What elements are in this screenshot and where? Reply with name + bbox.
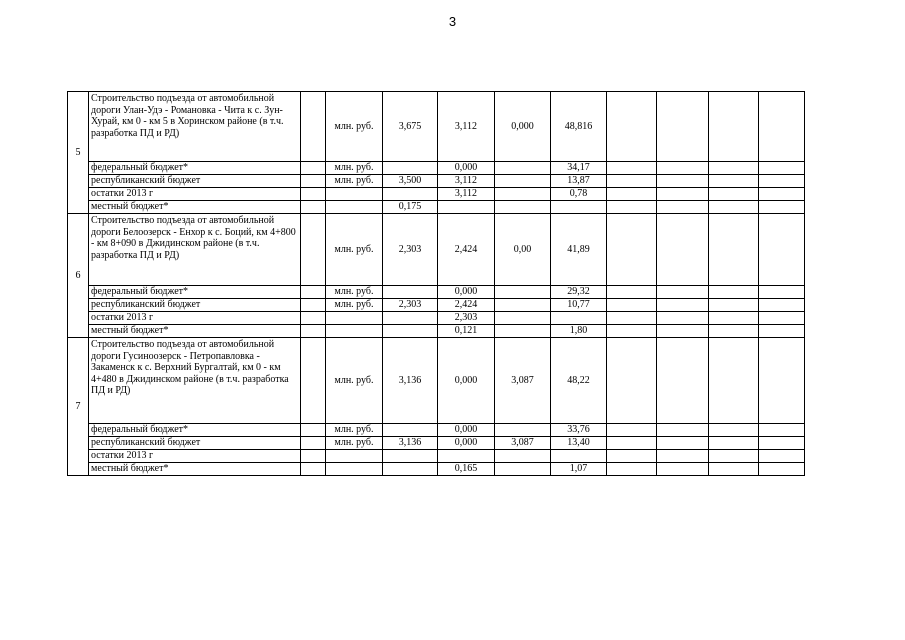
empty-cell (759, 424, 805, 437)
empty-cell (607, 201, 657, 214)
value-cell: 10,77 (551, 299, 607, 312)
empty-cell (759, 325, 805, 338)
funding-source-name: республиканский бюджет (89, 299, 301, 312)
empty-cell (709, 92, 759, 162)
empty-cell (301, 299, 326, 312)
funding-source-row (68, 450, 850, 463)
value-cell (438, 450, 495, 463)
empty-cell (607, 338, 657, 424)
empty-cell (709, 437, 759, 450)
empty-cell (607, 286, 657, 299)
value-cell (495, 201, 551, 214)
value-cell: 34,17 (551, 162, 607, 175)
value-cell (495, 424, 551, 437)
funding-source-name: местный бюджет* (89, 463, 301, 476)
value-cell: 48,22 (551, 338, 607, 424)
empty-cell (759, 299, 805, 312)
empty-cell (759, 286, 805, 299)
unit-cell: млн. руб. (326, 92, 383, 162)
empty-cell (709, 188, 759, 201)
empty-cell (759, 92, 805, 162)
empty-cell (709, 299, 759, 312)
funding-source-row (68, 312, 850, 325)
value-cell: 0,165 (438, 463, 495, 476)
project-name: Строительство подъезда от автомобильной дороги Гусиноозерск - Петропавловка - Закаменск к с. Верхний Бургалтай, км 0 - км 4+480 в Джидинском районе (в т.ч. разработка ПД и РД) (89, 338, 301, 424)
value-cell (551, 312, 607, 325)
value-cell: 13,87 (551, 175, 607, 188)
empty-cell (657, 450, 709, 463)
empty-cell (301, 286, 326, 299)
unit-cell: млн. руб. (326, 437, 383, 450)
empty-cell (301, 463, 326, 476)
empty-cell (709, 450, 759, 463)
empty-cell (759, 188, 805, 201)
empty-cell (301, 424, 326, 437)
empty-cell (301, 312, 326, 325)
empty-cell (657, 325, 709, 338)
empty-cell (709, 175, 759, 188)
empty-cell (657, 424, 709, 437)
value-cell (383, 450, 438, 463)
value-cell: 3,136 (383, 437, 438, 450)
value-cell: 0,000 (438, 437, 495, 450)
value-cell (551, 450, 607, 463)
project-name: Строительство подъезда от автомобильной дороги Улан-Удэ - Романовка - Чита к с. Зун-Хурай, км 0 - км 5 в Хоринском районе (в т.ч. разработка ПД и РД) (89, 92, 301, 162)
empty-cell (709, 201, 759, 214)
empty-cell (301, 437, 326, 450)
unit-cell (326, 325, 383, 338)
empty-cell (709, 424, 759, 437)
unit-cell: млн. руб. (326, 214, 383, 286)
value-cell (495, 162, 551, 175)
page-number: 3 (448, 14, 457, 29)
value-cell: 3,112 (438, 175, 495, 188)
funding-source-row (68, 201, 850, 214)
value-cell: 3,087 (495, 437, 551, 450)
funding-source-name: федеральный бюджет* (89, 424, 301, 437)
empty-cell (657, 214, 709, 286)
empty-cell (301, 214, 326, 286)
value-cell: 48,816 (551, 92, 607, 162)
empty-cell (607, 450, 657, 463)
empty-cell (607, 463, 657, 476)
row-number: 5 (68, 92, 89, 214)
value-cell (495, 325, 551, 338)
value-cell: 0,175 (383, 201, 438, 214)
value-cell (383, 325, 438, 338)
empty-cell (759, 175, 805, 188)
empty-cell (709, 463, 759, 476)
empty-cell (301, 175, 326, 188)
value-cell: 3,087 (495, 338, 551, 424)
unit-cell (326, 312, 383, 325)
empty-cell (657, 175, 709, 188)
empty-cell (301, 450, 326, 463)
empty-cell (709, 312, 759, 325)
empty-cell (607, 312, 657, 325)
value-cell (495, 175, 551, 188)
value-cell: 33,76 (551, 424, 607, 437)
value-cell: 1,80 (551, 325, 607, 338)
empty-cell (657, 201, 709, 214)
funding-source-name: федеральный бюджет* (89, 162, 301, 175)
value-cell: 2,303 (438, 312, 495, 325)
unit-cell: млн. руб. (326, 338, 383, 424)
value-cell: 0,121 (438, 325, 495, 338)
empty-cell (759, 201, 805, 214)
funding-source-row (68, 162, 850, 175)
empty-cell (657, 188, 709, 201)
project-row (68, 214, 850, 286)
value-cell: 3,675 (383, 92, 438, 162)
empty-cell (607, 424, 657, 437)
empty-cell (607, 325, 657, 338)
empty-cell (657, 286, 709, 299)
value-cell: 1,07 (551, 463, 607, 476)
unit-cell (326, 463, 383, 476)
value-cell: 2,424 (438, 214, 495, 286)
value-cell (495, 463, 551, 476)
empty-cell (709, 214, 759, 286)
value-cell: 3,500 (383, 175, 438, 188)
value-cell (495, 312, 551, 325)
value-cell: 0,000 (438, 162, 495, 175)
funding-source-name: остатки 2013 г (89, 312, 301, 325)
value-cell: 2,424 (438, 299, 495, 312)
unit-cell: млн. руб. (326, 162, 383, 175)
value-cell: 41,89 (551, 214, 607, 286)
value-cell: 0,000 (438, 286, 495, 299)
empty-cell (759, 312, 805, 325)
empty-cell (657, 92, 709, 162)
value-cell: 2,303 (383, 214, 438, 286)
value-cell (495, 188, 551, 201)
empty-cell (709, 286, 759, 299)
value-cell (383, 188, 438, 201)
budget-table (67, 91, 850, 476)
table-body (68, 92, 850, 476)
value-cell (383, 463, 438, 476)
empty-cell (709, 338, 759, 424)
value-cell: 3,112 (438, 92, 495, 162)
empty-cell (607, 92, 657, 162)
unit-cell (326, 188, 383, 201)
project-row (68, 338, 850, 424)
value-cell (495, 286, 551, 299)
funding-source-name: остатки 2013 г (89, 450, 301, 463)
empty-cell (759, 450, 805, 463)
empty-cell (657, 299, 709, 312)
empty-cell (709, 162, 759, 175)
empty-cell (301, 162, 326, 175)
empty-cell (657, 162, 709, 175)
value-cell: 0,00 (495, 214, 551, 286)
funding-source-row (68, 188, 850, 201)
empty-cell (657, 437, 709, 450)
empty-cell (607, 175, 657, 188)
row-number: 6 (68, 214, 89, 338)
empty-cell (607, 299, 657, 312)
value-cell (495, 299, 551, 312)
funding-source-name: местный бюджет* (89, 325, 301, 338)
value-cell (383, 312, 438, 325)
unit-cell (326, 450, 383, 463)
value-cell: 13,40 (551, 437, 607, 450)
value-cell: 29,32 (551, 286, 607, 299)
funding-source-row (68, 175, 850, 188)
funding-source-name: остатки 2013 г (89, 188, 301, 201)
value-cell: 0,000 (438, 338, 495, 424)
empty-cell (301, 188, 326, 201)
unit-cell: млн. руб. (326, 175, 383, 188)
unit-cell (326, 201, 383, 214)
funding-source-row (68, 463, 850, 476)
empty-cell (607, 214, 657, 286)
empty-cell (657, 312, 709, 325)
empty-cell (657, 338, 709, 424)
empty-cell (759, 437, 805, 450)
value-cell (383, 162, 438, 175)
value-cell: 0,78 (551, 188, 607, 201)
unit-cell: млн. руб. (326, 286, 383, 299)
row-number: 7 (68, 338, 89, 476)
funding-source-row (68, 437, 850, 450)
empty-cell (607, 188, 657, 201)
funding-source-name: республиканский бюджет (89, 175, 301, 188)
funding-source-row (68, 325, 850, 338)
project-row (68, 92, 850, 162)
empty-cell (301, 325, 326, 338)
value-cell: 0,000 (438, 424, 495, 437)
value-cell: 3,136 (383, 338, 438, 424)
empty-cell (657, 463, 709, 476)
empty-cell (607, 437, 657, 450)
value-cell: 2,303 (383, 299, 438, 312)
empty-cell (759, 338, 805, 424)
empty-cell (301, 92, 326, 162)
value-cell (551, 201, 607, 214)
funding-source-name: федеральный бюджет* (89, 286, 301, 299)
value-cell: 3,112 (438, 188, 495, 201)
funding-source-row (68, 299, 850, 312)
funding-source-row (68, 424, 850, 437)
empty-cell (301, 201, 326, 214)
funding-source-row (68, 286, 850, 299)
empty-cell (759, 162, 805, 175)
value-cell (438, 201, 495, 214)
unit-cell: млн. руб. (326, 299, 383, 312)
funding-source-name: республиканский бюджет (89, 437, 301, 450)
funding-source-name: местный бюджет* (89, 201, 301, 214)
empty-cell (301, 338, 326, 424)
project-name: Строительство подъезда от автомобильной дороги Белоозерск - Енхор к с. Боций, км 4+800 - км 8+090 в Джидинском районе (в т.ч. разработка ПД и РД) (89, 214, 301, 286)
empty-cell (759, 463, 805, 476)
empty-cell (759, 214, 805, 286)
empty-cell (709, 325, 759, 338)
unit-cell: млн. руб. (326, 424, 383, 437)
value-cell: 0,000 (495, 92, 551, 162)
value-cell (383, 286, 438, 299)
empty-cell (607, 162, 657, 175)
value-cell (383, 424, 438, 437)
value-cell (495, 450, 551, 463)
